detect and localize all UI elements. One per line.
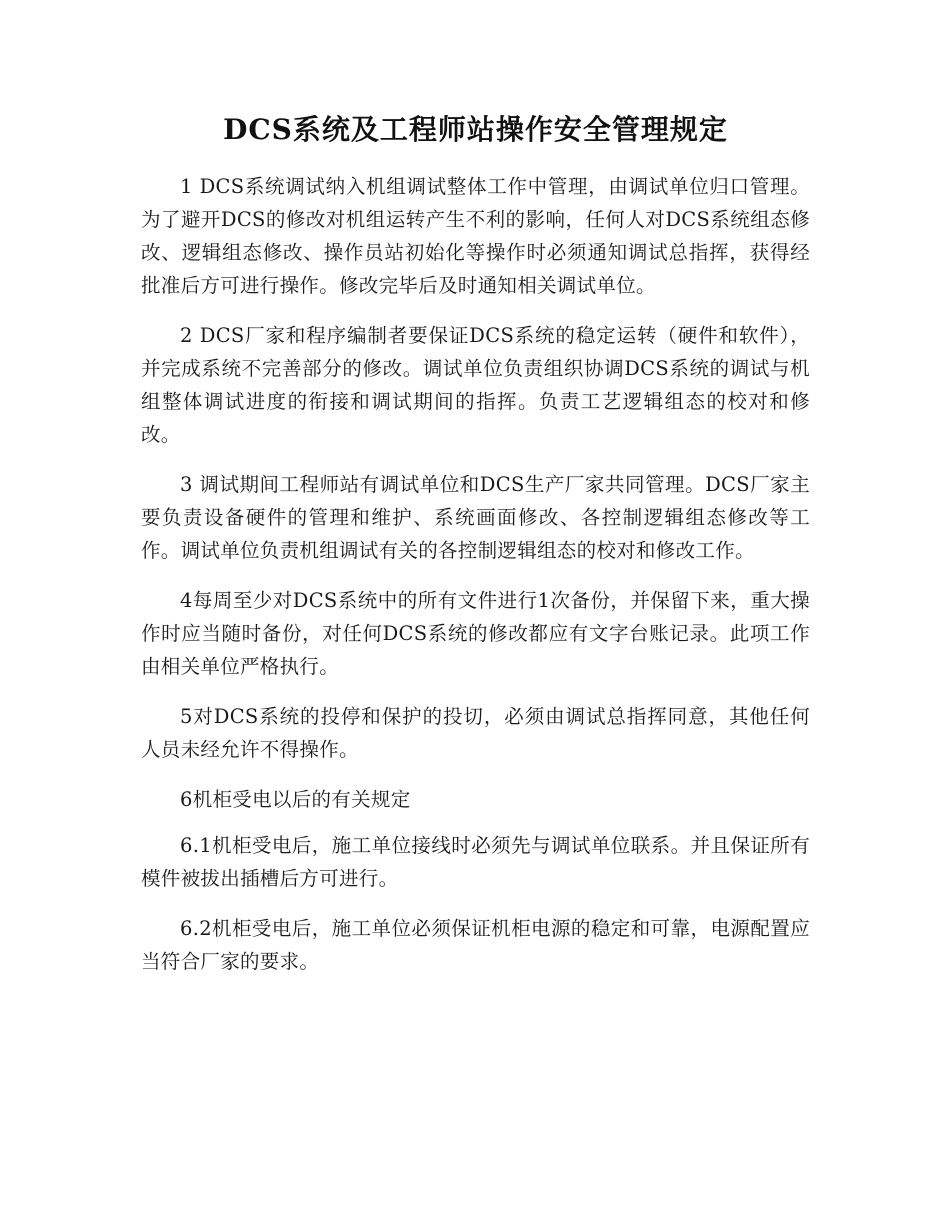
paragraph-3: 3 调试期间工程师站有调试单位和DCS生产厂家共同管理。DCS厂家主要负责设备硬件的管理和维护、系统画面修改、各控制逻辑组态修改等工作。调试单位负责机组调试有关的各控制逻辑组态的校对和修改工作。 xyxy=(141,473,810,562)
paragraph-2: 2 DCS厂家和程序编制者要保证DCS系统的稳定运转（硬件和软件），并完成系统不完善部分的修改。调试单位负责组织协调DCS系统的调试与机组整体调试进度的衔接和调试期间的指挥。负责工艺逻辑组态的校对和修改。 xyxy=(141,324,810,446)
paragraph-1: 1 DCS系统调试纳入机组调试整体工作中管理，由调试单位归口管理。为了避开DCS的修改对机组运转产生不利的影响，任何人对DCS系统组态修改、逻辑组态修改、操作员站初始化等操作时必须通知调试总指挥，获得经批准后方可进行操作。修改完毕后及时通知相关调试单位。 xyxy=(141,175,810,297)
paragraph-4: 4每周至少对DCS系统中的所有文件进行1次备份，并保留下来，重大操作时应当随时备份，对任何DCS系统的修改都应有文字台账记录。此项工作由相关单位严格执行。 xyxy=(141,589,810,678)
section-heading-6: 6机柜受电以后的有关规定 xyxy=(180,788,411,811)
paragraph-5: 5对DCS系统的投停和保护的投切，必须由调试总指挥同意，其他任何人员未经允许不得操作。 xyxy=(141,705,810,761)
paragraph-6-2: 6.2机柜受电后，施工单位必须保证机柜电源的稳定和可靠，电源配置应当符合厂家的要求。 xyxy=(141,917,810,973)
document-title: DCS系统及工程师站操作安全管理规定 xyxy=(223,113,728,146)
paragraph-6-1: 6.1机柜受电后，施工单位接线时必须先与调试单位联系。并且保证所有模件被拔出插槽后方可进行。 xyxy=(141,834,810,890)
